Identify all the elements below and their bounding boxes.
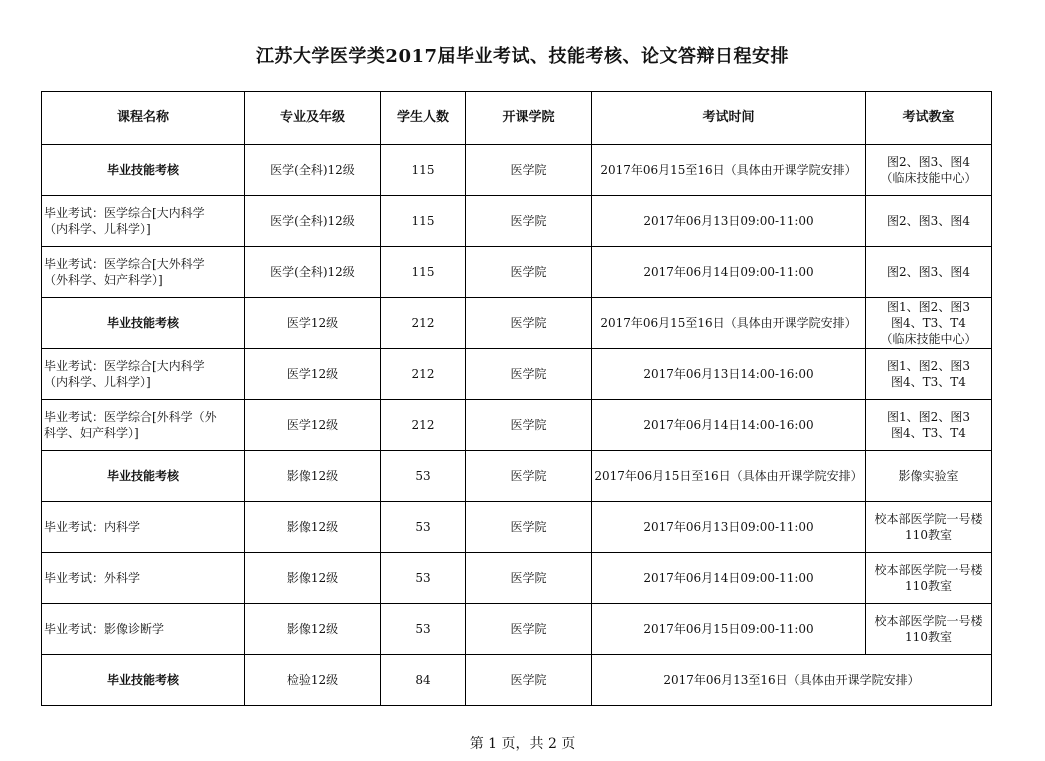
page-title: 江苏大学医学类2017届毕业考试、技能考核、论文答辩日程安排 [255,46,790,67]
major-grade-cell: 影像12级 [245,553,381,604]
table-header-row [42,92,992,145]
college-cell: 医学院 [466,451,592,502]
page-footer: 第 1 页，共 2 页 [469,736,576,752]
table-row [42,400,992,451]
student-count-cell: 115 [381,145,466,196]
exam-time-cell: 2017年06月13日09:00-11:00 [592,196,866,247]
table-row [42,451,992,502]
college-cell: 医学院 [466,400,592,451]
course-name-cell: 毕业技能考核 [42,298,245,349]
major-grade-cell: 医学12级 [245,298,381,349]
college-cell: 医学院 [466,502,592,553]
student-count-cell: 115 [381,196,466,247]
college-cell: 医学院 [466,349,592,400]
exam-room-cell: 图2、图3、图4 [866,196,992,247]
table-row [42,145,992,196]
exam-room-cell: 校本部医学院一号楼 110教室 [866,553,992,604]
college-cell: 医学院 [466,196,592,247]
exam-time-cell: 2017年06月15至16日（具体由开课学院安排） [592,145,866,196]
major-grade-cell: 影像12级 [245,502,381,553]
course-name-cell: 毕业技能考核 [42,655,245,706]
college-cell: 医学院 [466,247,592,298]
student-count-cell: 212 [381,349,466,400]
major-grade-cell: 影像12级 [245,451,381,502]
table-row [42,349,992,400]
column-header: 考试教室 [866,92,992,145]
table-row [42,553,992,604]
exam-time-cell: 2017年06月13日09:00-11:00 [592,502,866,553]
exam-room-cell: 图1、图2、图3 图4、T3、T4 （临床技能中心） [866,298,992,349]
college-cell: 医学院 [466,553,592,604]
course-name-cell: 毕业考试：医学综合[大内科学 （内科学、儿科学）] [42,349,245,400]
course-name-cell: 毕业考试：影像诊断学 [42,604,245,655]
student-count-cell: 212 [381,400,466,451]
exam-time-cell: 2017年06月14日09:00-11:00 [592,247,866,298]
student-count-cell: 53 [381,553,466,604]
column-header: 考试时间 [592,92,866,145]
column-header: 课程名称 [42,92,245,145]
student-count-cell: 84 [381,655,466,706]
exam-room-cell: 图1、图2、图3 图4、T3、T4 [866,349,992,400]
course-name-cell: 毕业考试：内科学 [42,502,245,553]
major-grade-cell: 检验12级 [245,655,381,706]
course-name-cell: 毕业考试：医学综合[大内科学 （内科学、儿科学）] [42,196,245,247]
column-header: 开课学院 [466,92,592,145]
exam-room-cell: 校本部医学院一号楼 110教室 [866,502,992,553]
table-row [42,196,992,247]
exam-time-cell: 2017年06月14日09:00-11:00 [592,553,866,604]
student-count-cell: 115 [381,247,466,298]
major-grade-cell: 医学(全科)12级 [245,247,381,298]
exam-time-cell: 2017年06月14日14:00-16:00 [592,400,866,451]
course-name-cell: 毕业技能考核 [42,451,245,502]
table-row [42,604,992,655]
course-name-cell: 毕业考试：医学综合[大外科学 （外科学、妇产科学）] [42,247,245,298]
table-row [42,655,992,706]
college-cell: 医学院 [466,655,592,706]
exam-room-cell: 校本部医学院一号楼 110教室 [866,604,992,655]
column-header: 专业及年级 [245,92,381,145]
course-name-cell: 毕业考试：外科学 [42,553,245,604]
student-count-cell: 53 [381,502,466,553]
table-row [42,502,992,553]
exam-time-cell: 2017年06月13日14:00-16:00 [592,349,866,400]
schedule-table [41,91,992,706]
exam-room-cell: 图1、图2、图3 图4、T3、T4 [866,400,992,451]
major-grade-cell: 影像12级 [245,604,381,655]
course-name-cell: 毕业考试：医学综合[外科学（外 科学、妇产科学）] [42,400,245,451]
table-row [42,298,992,349]
student-count-cell: 212 [381,298,466,349]
major-grade-cell: 医学(全科)12级 [245,145,381,196]
major-grade-cell: 医学12级 [245,349,381,400]
exam-time-cell: 2017年06月15日至16日（具体由开课学院安排） [592,451,866,502]
student-count-cell: 53 [381,451,466,502]
exam-time-cell: 2017年06月15至16日（具体由开课学院安排） [592,298,866,349]
major-grade-cell: 医学12级 [245,400,381,451]
column-header: 学生人数 [381,92,466,145]
exam-room-cell: 影像实验室 [866,451,992,502]
major-grade-cell: 医学(全科)12级 [245,196,381,247]
exam-time-room-cell: 2017年06月13至16日（具体由开课学院安排） [592,655,992,706]
exam-time-cell: 2017年06月15日09:00-11:00 [592,604,866,655]
exam-room-cell: 图2、图3、图4 [866,247,992,298]
college-cell: 医学院 [466,145,592,196]
course-name-cell: 毕业技能考核 [42,145,245,196]
student-count-cell: 53 [381,604,466,655]
college-cell: 医学院 [466,298,592,349]
table-row [42,247,992,298]
college-cell: 医学院 [466,604,592,655]
exam-room-cell: 图2、图3、图4 （临床技能中心） [866,145,992,196]
